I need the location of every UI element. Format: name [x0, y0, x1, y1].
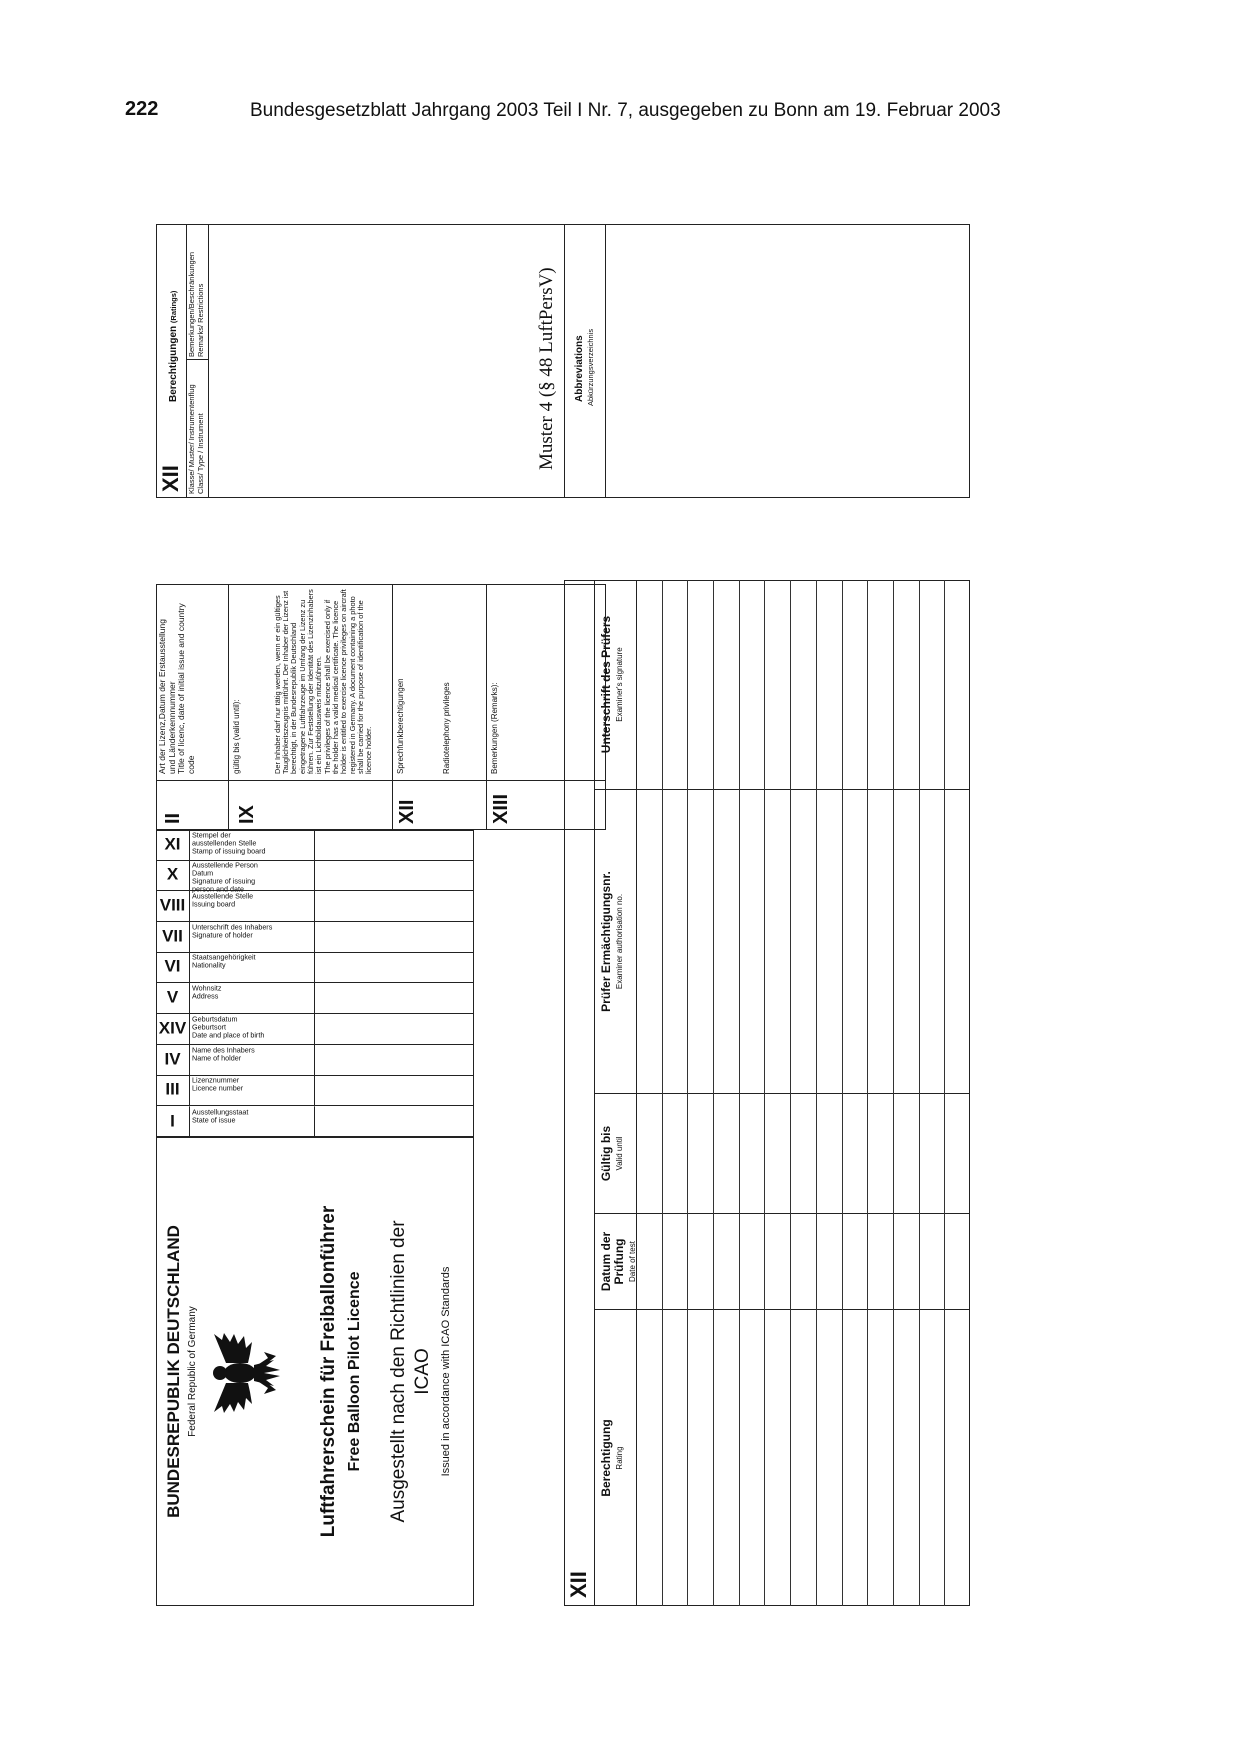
tests-row-line: [739, 580, 740, 1606]
item-label: [192, 1077, 310, 1093]
icao-en: Issued in accordance with ICAO Standards: [440, 1266, 452, 1477]
item-label: [192, 862, 310, 894]
country-en: Federal Republic of Germany: [187, 1306, 198, 1437]
tests-row-line: [944, 580, 945, 1606]
item-label-de: Ausstellungsstaat: [192, 1107, 249, 1117]
abbreviations-panel: [564, 224, 970, 498]
page-number: 222: [125, 98, 159, 120]
item-value-field[interactable]: [314, 921, 474, 952]
tests-column-en: Date of test: [628, 1241, 637, 1282]
item-value-field[interactable]: [314, 1044, 474, 1075]
tests-column-header: [594, 1214, 636, 1310]
federal-eagle-icon: [204, 1330, 288, 1416]
item-value-field[interactable]: [314, 860, 474, 891]
item-label-en: Signature of holder: [192, 930, 253, 940]
item-label: [192, 831, 310, 855]
tests-column-de: Unterschrift des Prüfers: [599, 615, 613, 754]
item-ix-roman: IX: [236, 805, 258, 824]
tests-column-divider: [636, 1309, 970, 1310]
tests-column-de: Datum der Prüfung: [599, 1231, 626, 1292]
item-value-field[interactable]: [314, 983, 474, 1014]
tests-row-line: [687, 580, 688, 1606]
tests-row-line: [919, 580, 920, 1606]
item-roman: IV: [156, 1044, 190, 1075]
item-row: [156, 922, 474, 953]
tests-column-de: Prüfer Ermächtigungsnr.: [599, 871, 613, 1012]
ratings-col2: Bemerkungen/Beschränkungen Remarks/ Restrictions: [187, 251, 205, 357]
publication-header: Bundesgesetzblatt Jahrgang 2003 Teil I Nr. 7, ausgegeben zu Bonn am 19. Februar 2003: [250, 100, 1001, 121]
item-ii-roman: II: [162, 812, 184, 824]
tests-row-line: [893, 580, 894, 1606]
item-row: [156, 1014, 474, 1045]
item-ii-text: Art der Lizenz,Datum der Erstausstellung und Länderkennnummer Title of licenc, date of initial issue and country code: [157, 603, 196, 774]
item-label: [192, 1046, 310, 1062]
item-label-de: Lizenznummer: [192, 1075, 240, 1085]
item-row: [156, 1076, 474, 1107]
item-xii-en: Radiotelephony privileges: [442, 682, 451, 774]
item-label-en: State of issue: [192, 1115, 236, 1125]
tests-panel: [564, 580, 970, 1606]
item-label-de: Staatsangehörigkeit: [192, 952, 256, 962]
item-value-field[interactable]: [314, 1106, 474, 1137]
item-row: [156, 953, 474, 984]
item-label-en: Nationality: [192, 960, 226, 970]
ratings-roman: XII: [158, 465, 183, 492]
item-row: [156, 830, 474, 861]
item-label-en: Signature of issuing person and date: [192, 876, 256, 894]
cover-content: [156, 1137, 474, 1606]
licence-title-en: Free Balloon Pilot Licence: [346, 1271, 363, 1472]
item-label: [192, 954, 310, 970]
tests-row-line: [867, 580, 868, 1606]
item-label: [192, 985, 310, 1001]
abbreviations-title: Abbreviations: [574, 335, 585, 402]
item-label-de: Geburtsdatum Geburtsort: [192, 1014, 238, 1032]
item-label-en: Date and place of birth: [192, 1030, 265, 1040]
tests-column-header: [594, 790, 636, 1094]
item-value-field[interactable]: [314, 1075, 474, 1106]
tests-row-line: [662, 580, 663, 1606]
item-roman: XIV: [156, 1013, 190, 1044]
tests-column-divider: [636, 1213, 970, 1214]
tests-row-line: [764, 580, 765, 1606]
item-xiii-roman: XIII: [490, 793, 512, 824]
item-roman: V: [156, 983, 190, 1014]
item-label-de: Stempel der ausstellenden Stelle: [192, 830, 257, 848]
ratings-panel: [156, 224, 606, 498]
tests-column-header: [594, 1310, 636, 1606]
items-panel: [156, 830, 474, 1137]
item-roman: I: [156, 1106, 190, 1137]
item-label-de: Name des Inhabers: [192, 1044, 255, 1054]
tests-column-header: [594, 1094, 636, 1214]
item-roman: VI: [156, 952, 190, 983]
item-label-de: Wohnsitz: [192, 983, 222, 993]
licence-title-de: Luftfahrerschein für Freiballonführer: [318, 1205, 339, 1538]
tests-column-divider: [636, 1093, 970, 1094]
item-value-field[interactable]: [314, 1013, 474, 1044]
middle-panel: [156, 584, 606, 830]
item-label-en: Issuing board: [192, 899, 236, 909]
item-row: [156, 984, 474, 1015]
item-roman: VIII: [156, 890, 190, 921]
icao-de-line2: ICAO: [412, 1348, 433, 1395]
item-roman: III: [156, 1075, 190, 1106]
ratings-col1: Klasse/ Muster/ Instrumentenflug Class/ Type / Instrument: [187, 384, 205, 494]
item-roman: X: [156, 860, 190, 891]
tests-column-divider: [636, 789, 970, 790]
tests-roman: XII: [566, 1571, 591, 1598]
item-value-field[interactable]: [314, 829, 474, 860]
tests-column-en: Valid until: [615, 1136, 624, 1171]
tests-row-line: [713, 580, 714, 1606]
tests-row-line: [842, 580, 843, 1606]
item-ix-valid: gültig bis (valid until):: [232, 699, 241, 774]
tests-row-line: [816, 580, 817, 1606]
item-xii-roman: XII: [396, 799, 418, 824]
item-label-en: Stamp of issuing board: [192, 846, 266, 856]
item-ix-text-de: Der Inhaber darf nur tätig werden, wenn er ein gültiges Tauglichkeitszeugnis mitführt. Der Inhaber der Lizenz ist berechtigt, in der Bundesrepublik Deutschland eingetragene Luftfahrzeuge im Umfang der Lizenz zu führen. Zur Feststellung der Identität des Lizenzinhabers ist ein Lichtbildausweis mitzuführen.: [273, 589, 324, 774]
item-label-de: Ausstellende Person Datum: [192, 860, 258, 878]
item-label-en: Name of holder: [192, 1052, 242, 1062]
tests-column-en: Rating: [615, 1446, 624, 1470]
tests-row-line: [790, 580, 791, 1606]
item-label-de: Ausstellende Stelle: [192, 891, 254, 901]
item-xiii-text: Bemerkungen (Remarks):: [490, 682, 499, 774]
tests-column-en: Examiner authorisation no.: [615, 893, 624, 990]
muster-label: Muster 4 (§ 48 LuftPersV): [536, 267, 557, 470]
tests-column-en: Examiner's signature: [615, 647, 624, 722]
item-row: [156, 891, 474, 922]
item-label-en: Address: [192, 991, 219, 1001]
item-row: [156, 1106, 474, 1137]
item-xii-de: Sprechfunkberechtigungen: [396, 678, 405, 774]
item-label-en: Licence number: [192, 1083, 244, 1093]
item-row: [156, 861, 474, 892]
item-roman: VII: [156, 921, 190, 952]
item-ix-text-en: The privileges of the licence shall be exercised only if the holder has a valid medical certificate. The licence holder is entitled to exercise licence privileges on aircraft registered in Germany. A document containing a photo shall be carried for the purpose of identification of the licence holder.: [323, 589, 374, 774]
item-roman: XI: [156, 829, 190, 860]
abbreviations-subtitle: Abkürzungsverzeichnis: [586, 328, 595, 406]
item-label-de: Unterschrift des Inhabers: [192, 922, 273, 932]
item-label: [192, 1108, 310, 1124]
country-de: BUNDESREPUBLIK DEUTSCHLAND: [164, 1225, 183, 1518]
tests-column-header: [594, 580, 636, 790]
item-label: [192, 1015, 310, 1039]
tests-column-de: Gültig bis: [599, 1125, 613, 1182]
ratings-title: Berechtigungen (Ratings): [168, 290, 179, 402]
item-label: [192, 923, 310, 939]
item-row: [156, 1045, 474, 1076]
item-value-field[interactable]: [314, 952, 474, 983]
item-value-field[interactable]: [314, 890, 474, 921]
item-label: [192, 892, 310, 908]
tests-column-de: Berechtigung: [599, 1419, 613, 1497]
icao-de-line1: Ausgestellt nach den Richtlinien der: [388, 1220, 409, 1523]
